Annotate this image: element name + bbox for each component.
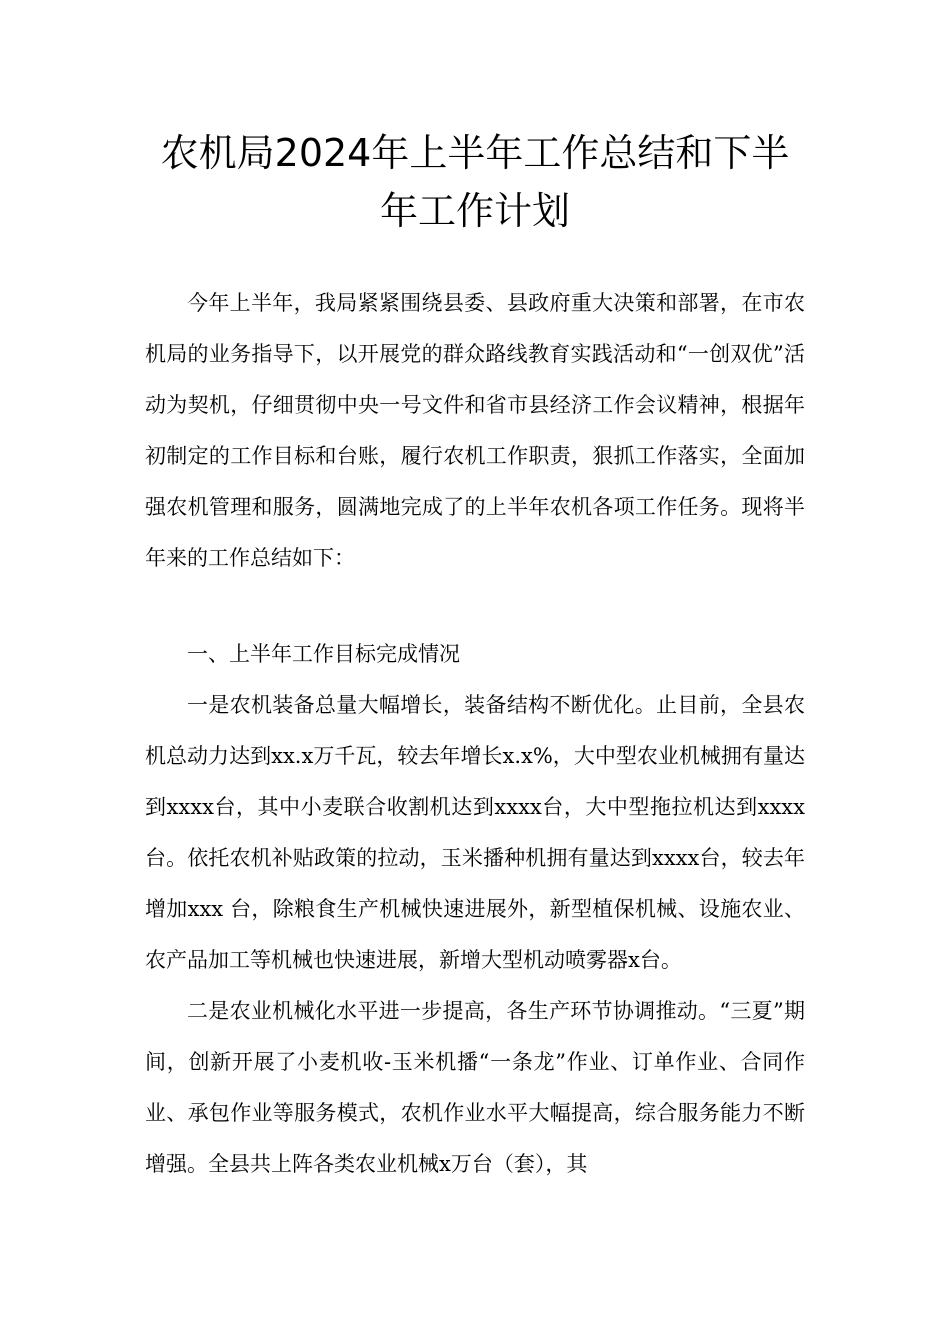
title-line-1: 农机局2024年上半年工作总结和下半 <box>160 131 790 175</box>
body-paragraph-2: 二是农业机械化水平进一步提高，各生产环节协调推动。“三夏”期间，创新开展了小麦机收-玉米机播“一条龙”作业、订单作业、合同作业、承包作业等服务模式，农机作业水平大幅提高，综合服务能力不断增强。全县共上阵各类农业机械x万台（套），其 <box>145 999 805 1176</box>
document-title <box>120 124 830 240</box>
section-heading: 一、上半年工作目标完成情况 <box>187 642 460 666</box>
intro-paragraph: 今年上半年，我局紧紧围绕县委、县政府重大决策和部署，在市农机局的业务指导下，以开展党的群众路线教育实践活动和“一创双优”活动为契机，仔细贯彻中央一号文件和省市县经济工作会议精神，根据年初制定的工作目标和台账，履行农机工作职责，狠抓工作落实，全面加强农机管理和服务，圆满地完成了的上半年农机各项工作任务。现将半年来的工作总结如下： <box>145 291 805 570</box>
document-body <box>145 278 805 1190</box>
body-paragraph-1: 一是农机装备总量大幅增长，装备结构不断优化。止目前，全县农机总动力达到xx.x万千瓦，较去年增长x.x%，大中型农业机械拥有量达到xxxx台，其中小麦联合收割机达到xxxx台，大中型拖拉机达到xxxx台。依托农机补贴政策的拉动，玉米播种机拥有量达到xxxx台，较去年增加xxx 台，除粮食生产机械快速进展外，新型植保机械、设施农业、农产品加工等机械也快速进展，新增大型机动喷雾器x台。 <box>145 693 805 972</box>
title-line-2: 年工作计划 <box>379 189 570 233</box>
